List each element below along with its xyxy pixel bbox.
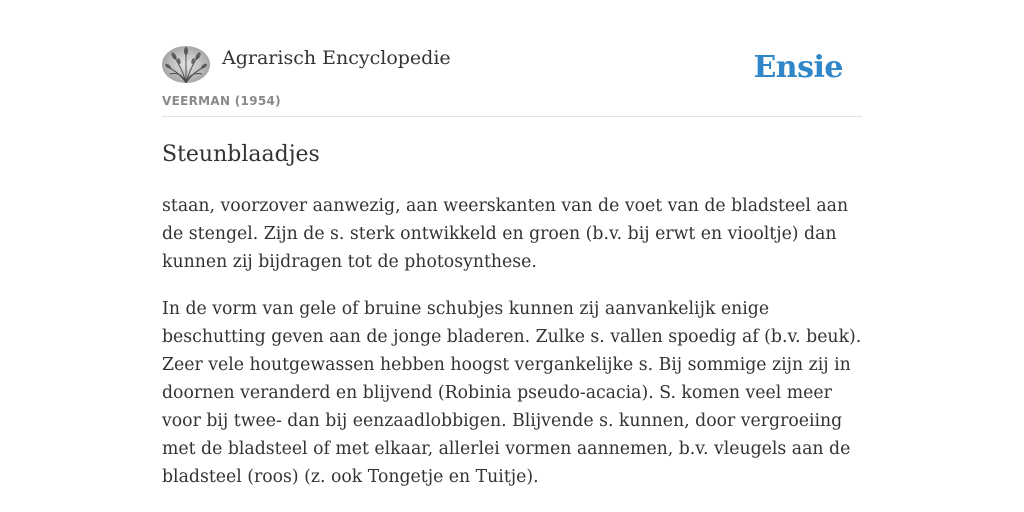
- wheat-engraving-icon: [162, 46, 210, 83]
- source-title[interactable]: Agrarisch Encyclopedie: [222, 47, 451, 69]
- brand-logo[interactable]: Ensie: [753, 50, 843, 85]
- body-paragraph: staan, voorzover aanwezig, aan weerskanten van de voet van de bladsteel aan de stengel. Zijn de s. sterk ontwikkeld en groen (b.v. bij erwt en viooltje) dan kunnen zij bijdragen tot de photosynthese.: [162, 196, 849, 272]
- body-paragraph: In de vorm van gele of bruine schubjes kunnen zij aanvankelijk enige beschutting geven aan de jonge bladeren. Zulke s. vallen spoedig af (b.v. beuk). Zeer vele houtgewassen hebben hoogst vergankelijke s. Bij sommige zijn zij in doornen veranderd en blijvend (Robinia pseudo-acacia). S. komen veel meer voor bij twee- dan bij eenzaadlobbigen. Blijvende s. kunnen, door vergroeiing met de bladsteel of met elkaar, allerlei vormen aannemen, b.v. vleugels aan de bladsteel (roos) (z. ook Tongetje en Tuitje).: [162, 299, 862, 487]
- entry-body: [162, 192, 862, 510]
- edition-label: VEERMAN (1954): [162, 94, 281, 108]
- entry-title: Steunblaadjes: [162, 142, 320, 167]
- source-header: [162, 46, 862, 117]
